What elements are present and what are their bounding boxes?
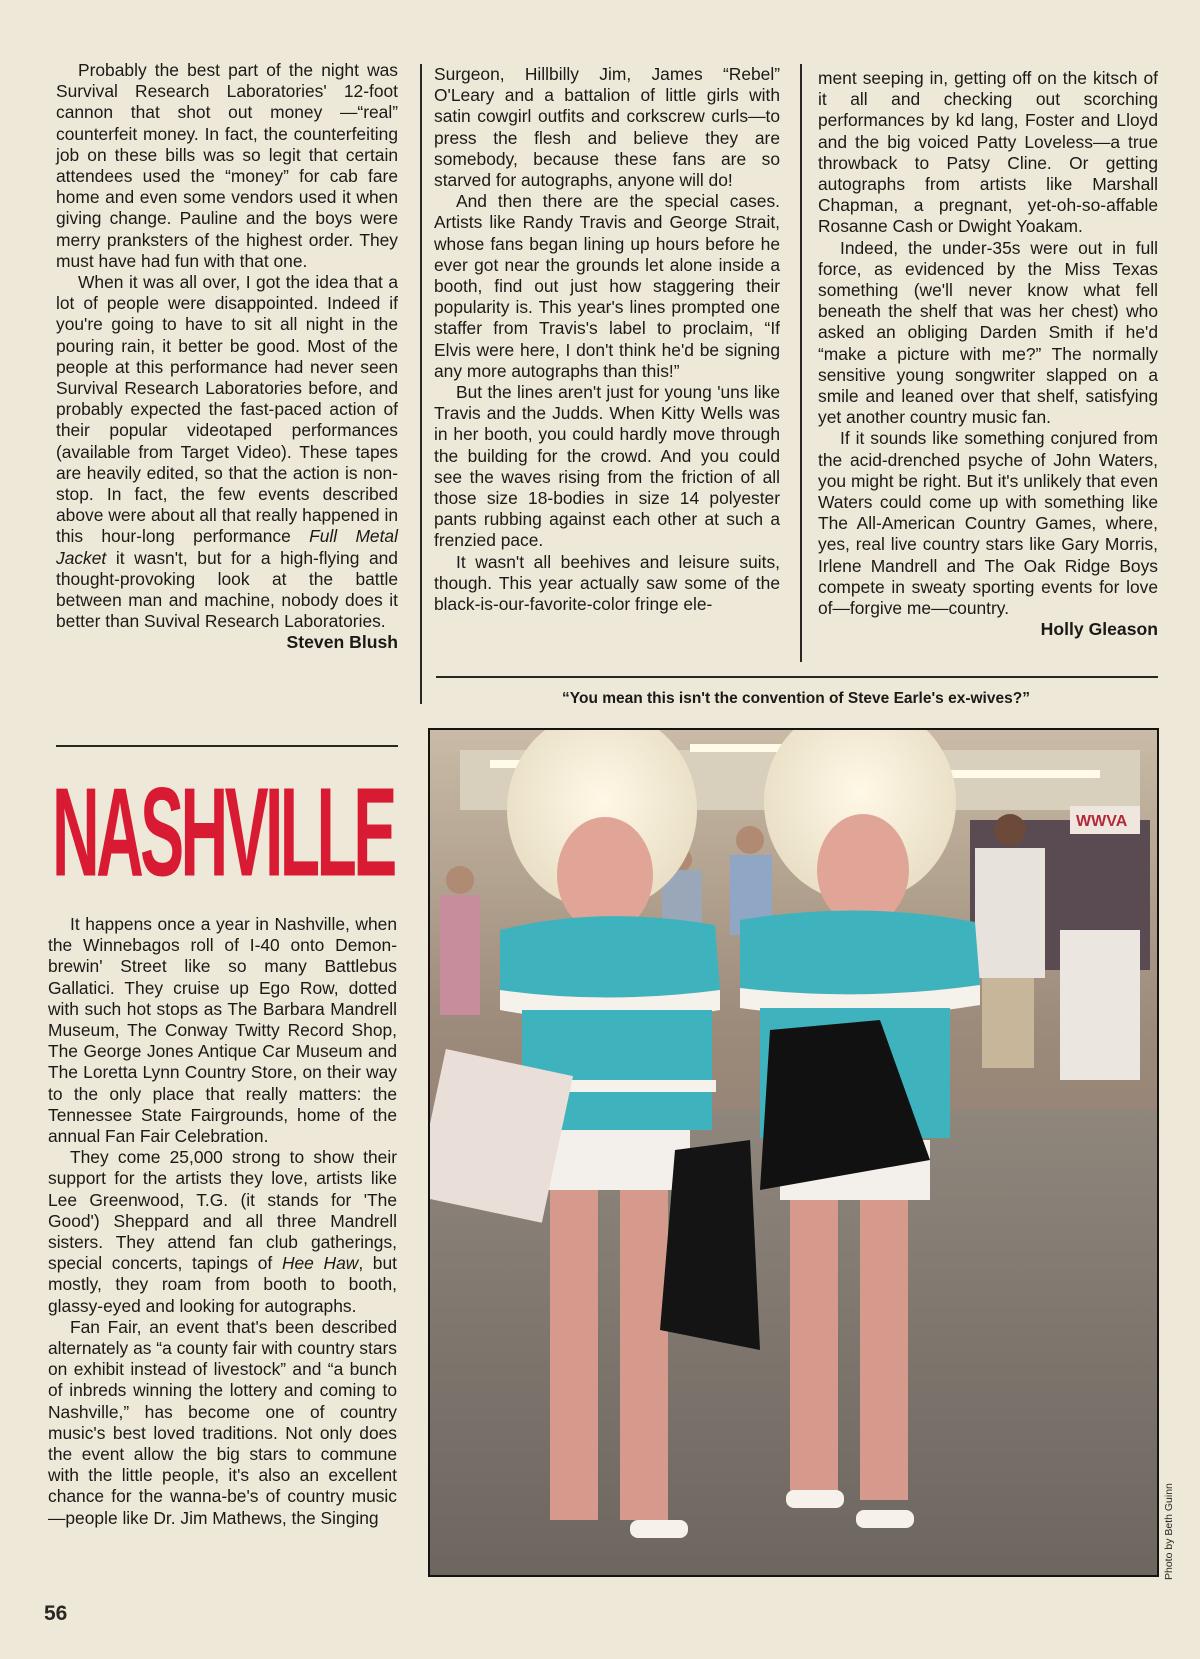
byline: Holly Gleason	[1040, 619, 1158, 640]
paragraph: And then there are the special cases. Artists like Randy Travis and George Strait, whose fans began lining up hours before he ever got near the grounds let alone inside a booth, find out just how staggering their popularity is. This year's lines prompted one staffer from Travis's label to proclaim, “If Elvis were here, I don't think he'd be signing any more autographs than this!”	[434, 191, 780, 381]
photo-illustration	[430, 730, 1157, 1575]
paragraph: Probably the best part of the night was Survival Research Laboratories' 12-foot cannon that shot out money —“real” counterfeit money. In fact, the counterfeiting job on these bills was so legit that certain attendees used the “money” for cab fare home and even some vendors used it when giving change. Pauline and the boys were merry pranksters of the highest order. They must have had fun with that one.	[56, 60, 398, 271]
paragraph: They come 25,000 strong to show their support for the artists they love, artists like Lee Greenwood, T.G. (it stands for 'The Good') Sheppard and all three Mandrell sisters. They attend fan club gatherings, special concerts, tapings of Hee Haw, but mostly, they roam from booth to booth, glassy-eyed and looking for autographs.	[48, 1147, 397, 1316]
column-rule	[420, 64, 422, 704]
nashville-article	[48, 914, 397, 1529]
column-2	[434, 64, 780, 615]
film-title: Full Metal Jacket	[56, 526, 398, 568]
byline: Steven Blush	[286, 632, 398, 653]
paragraph: If it sounds like something conjured from the acid-drenched psyche of John Waters, you might be right. But it's unlikely that even Waters could come up with something like The All-American Country Games, where, yes, real live country stars like Gary Morris, Irlene Mandrell and The Oak Ridge Boys compete in sweaty sporting events for love of—forgive me—country.	[818, 428, 1158, 619]
paragraph: It wasn't all beehives and leisure suits, though. This year actually saw some of the black-is-our-favorite-color fringe ele-	[434, 551, 780, 615]
paragraph: It happens once a year in Nashville, when the Winnebagos roll of I-40 onto Demon-brewin' Street like so many Battlebus Gallatici. They cruise up Ego Row, dotted with such hot stops as The Barbara Mandrell Museum, The Conway Twitty Record Shop, The George Jones Antique Car Museum and The Loretta Lynn Country Store, on their way to the only place that really matters: the Tennessee State Fairgrounds, home of the annual Fan Fair Celebration.	[48, 914, 397, 1147]
column-rule	[800, 64, 802, 662]
paragraph: ment seeping in, getting off on the kitsch of it all and checking out scorching performances by kd lang, Foster and Lloyd and the big voiced Patty Loveless—a true throwback to Patsy Cline. Or getting autographs from artists like Marshall Chapman, a pregnant, yet-oh-so-affable Rosanne Cash or Dwight Yoakam.	[818, 68, 1158, 237]
paragraph: But the lines aren't just for young 'uns like Travis and the Judds. When Kitty Wells was in her booth, you could hardly move through the building for the crowd. And you could see the waves rising from the friction of all those size 18-bodies in size 14 polyester pants rubbing against each other at such a frenzied pace.	[434, 382, 780, 551]
photo-twin-women-fan-fair	[428, 728, 1159, 1577]
paragraph: When it was all over, I got the idea that a lot of people were disappointed. Indeed if you're going to have to sit all night in the pouring rain, it better be good. Most of the people at this performance had never seen Survival Research Laboratories before, and probably expected the fast-paced action of their popular videotaped performances (available from Target Video). These tapes are heavily edited, so that the action is non-stop. In fact, the few events described above were about all that really happened in this hour-long performance Full Metal Jacket it wasn't, but for a high-flying and thought-provoking look at the battle between man and machine, nobody does it better than Suvival Research Laboratories.	[56, 272, 398, 632]
section-headline: NASHVILLE	[52, 761, 394, 904]
paragraph: Fan Fair, an event that's been described alternately as “a county fair with country stars on exhibit instead of livestock” and “a bunch of inbreds winning the lottery and coming to Nashville,” has become one of country music's best loved traditions. Not only does the event allow the big stars to commune with the little people, it's also an excellent chance for the wanna-be's of country music—people like Dr. Jim Mathews, the Singing	[48, 1316, 397, 1528]
divider	[56, 745, 398, 747]
photo-caption: “You mean this isn't the convention of Steve Earle's ex-wives?”	[562, 690, 1030, 707]
booth-sign: WWVA	[1076, 813, 1128, 830]
paragraph: Surgeon, Hillbilly Jim, James “Rebel” O'Leary and a battalion of little girls with satin cowgirl outfits and corkscrew curls—to press the flesh and believe they are somebody, because these fans are so starved for autographs, anyone will do!	[434, 64, 780, 191]
column-1	[56, 60, 398, 654]
divider	[436, 676, 1158, 678]
paragraph: Indeed, the under-35s were out in full force, as evidenced by the Miss Texas something (we'll never know what fell beneath the shelf that was her chest) who asked an obliging Darden Smith if he'd “make a picture with me?” The normally sensitive young songwriter slapped on a smile and leaned over that shelf, satisfying yet another country music fan.	[818, 237, 1158, 428]
photo-credit: Photo by Beth Guinn	[1163, 1483, 1175, 1580]
column-3	[818, 68, 1158, 640]
page-number: 56	[44, 1602, 68, 1625]
